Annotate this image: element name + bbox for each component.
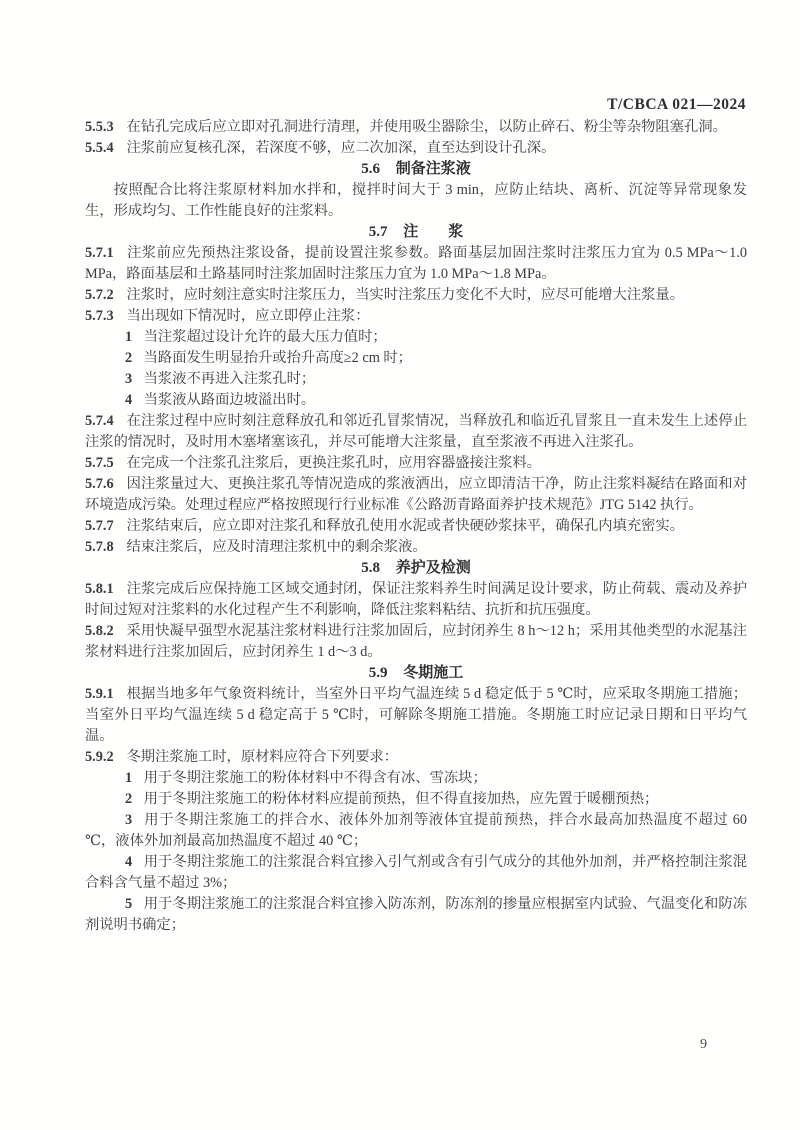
list-item-2 xyxy=(85,348,747,369)
clause-5.9.1 xyxy=(85,684,747,747)
section-title: 注 浆 xyxy=(403,224,464,240)
clause-5.7.8 xyxy=(85,537,747,558)
clause-text: 在完成一个注浆孔注浆后，更换注浆孔时，应用容器盛接注浆料。 xyxy=(126,455,542,471)
clause-5.8.1 xyxy=(85,579,747,621)
clause-number: 5.7.6 xyxy=(85,476,114,492)
item-number: 3 xyxy=(125,812,133,828)
item-text: 当浆液不再进入注浆孔时； xyxy=(143,371,316,387)
list-item-1 xyxy=(85,768,747,789)
clause-5.7.6 xyxy=(85,474,747,516)
list-item-3 xyxy=(85,369,747,390)
clause-5.7.7 xyxy=(85,516,747,537)
section-number: 5.9 xyxy=(368,665,388,681)
item-number: 4 xyxy=(125,392,133,408)
clause-text: 在注浆过程中应时刻注意释放孔和邻近孔冒浆情况，当释放孔和临近孔冒浆且一直未发生上述停止注浆的情况时，及时用木塞堵塞该孔，并尽可能增大注浆量，直至浆液不再进入注浆孔。 xyxy=(85,413,747,450)
clause-5.5.3 xyxy=(85,117,747,138)
list-item-5 xyxy=(85,894,747,936)
list-item-1 xyxy=(85,327,747,348)
clause-5.7.4 xyxy=(85,411,747,453)
document-body xyxy=(85,117,747,936)
clause-text: 根据当地多年气象资料统计，当室外日平均气温连续 5 d 稳定低于 5 ℃时，应采取冬期施工措施；当室外日平均气温连续 5 d 稳定高于 5 ℃时，可解除冬期施工措施。冬期施工时应记录日期和日平均气温。 xyxy=(85,686,747,744)
item-text: 用于冬期注浆施工的粉体材料应提前预热，但不得直接加热，应先置于暖棚预热； xyxy=(143,791,659,807)
item-number: 2 xyxy=(125,791,133,807)
section-number: 5.8 xyxy=(361,560,380,576)
clause-5.8.2 xyxy=(85,621,747,663)
section-title: 养护及检测 xyxy=(395,560,471,576)
clause-number: 5.7.4 xyxy=(85,413,114,429)
clause-number: 5.7.5 xyxy=(85,455,114,471)
clause-text: 注浆前应先预热注浆设备，提前设置注浆参数。路面基层加固注浆时注浆压力宜为 0.5 MPa～1.0 MPa，路面基层和土路基同时注浆加固时注浆压力宜为 1.0 MPa～1.8 MPa。 xyxy=(85,245,747,282)
clause-text: 当出现如下情况时，应立即停止注浆： xyxy=(126,308,370,324)
clause-number: 5.7.3 xyxy=(85,308,114,324)
list-item-4 xyxy=(85,852,747,894)
section-heading-5.6 xyxy=(85,159,747,180)
clause-number: 5.7.7 xyxy=(85,518,114,534)
section-heading-5.7 xyxy=(85,222,747,243)
section-number: 5.6 xyxy=(361,161,380,177)
clause-number: 5.8.1 xyxy=(85,581,114,597)
clause-5.7.5 xyxy=(85,453,747,474)
clause-text: 因注浆量过大、更换注浆孔等情况造成的浆液洒出，应立即清洁干净，防止注浆料凝结在路面和对环境造成污染。处理过程应严格按照现行行业标准《公路沥青路面养护技术规范》JTG 5142 执行。 xyxy=(85,476,747,513)
header-standard-code: T/CBCA 021—2024 xyxy=(607,96,746,113)
item-text: 用于冬期注浆施工的注浆混合料宜掺入防冻剂，防冻剂的掺量应根据室内试验、气温变化和防冻剂说明书确定； xyxy=(85,896,747,933)
item-number: 3 xyxy=(125,371,133,387)
clause-text: 注浆完成后应保持施工区域交通封闭，保证注浆料养生时间满足设计要求，防止荷载、震动及养护时间过短对注浆料的水化过程产生不利影响，降低注浆料粘结、抗折和抗压强度。 xyxy=(85,581,747,618)
item-text: 当注浆超过设计允许的最大压力值时； xyxy=(143,329,387,345)
clause-text: 注浆时，应时刻注意实时注浆压力，当实时注浆压力变化不大时，应尽可能增大注浆量。 xyxy=(126,287,685,303)
clause-text: 注浆前应复核孔深，若深度不够，应二次加深，直至达到设计孔深。 xyxy=(126,140,556,156)
clause-5.7.2 xyxy=(85,285,747,306)
clause-number: 5.7.1 xyxy=(85,245,114,261)
clause-number: 5.9.1 xyxy=(85,686,114,702)
clause-text: 冬期注浆施工时，原材料应符合下列要求： xyxy=(126,749,399,765)
clause-number: 5.9.2 xyxy=(85,749,114,765)
list-item-2 xyxy=(85,789,747,810)
clause-5.7.1 xyxy=(85,243,747,285)
clause-number: 5.5.4 xyxy=(85,140,114,156)
clause-text: 注浆结束后，应立即对注浆孔和释放孔使用水泥或者快硬砂浆抹平，确保孔内填充密实。 xyxy=(126,518,685,534)
item-number: 5 xyxy=(125,896,133,912)
clause-number: 5.7.2 xyxy=(85,287,114,303)
clause-text: 结束注浆后，应及时清理注浆机中的剩余浆液。 xyxy=(126,539,427,555)
list-item-3 xyxy=(85,810,747,852)
clause-5.5.4 xyxy=(85,138,747,159)
item-number: 1 xyxy=(125,329,133,345)
paragraph-mixing xyxy=(85,180,747,222)
clause-number: 5.7.8 xyxy=(85,539,114,555)
page-number: 9 xyxy=(700,1037,707,1052)
item-number: 1 xyxy=(125,770,133,786)
section-heading-5.8 xyxy=(85,558,747,579)
item-text: 当路面发生明显抬升或抬升高度≥2 cm 时； xyxy=(143,350,412,366)
item-text: 当浆液从路面边坡溢出时。 xyxy=(143,392,316,408)
item-text: 用于冬期注浆施工的粉体材料中不得含有冰、雪冻块； xyxy=(143,770,487,786)
section-title: 制备注浆液 xyxy=(395,161,471,177)
section-title: 冬期施工 xyxy=(403,665,464,681)
item-text: 用于冬期注浆施工的注浆混合料宜掺入引气剂或含有引气成分的其他外加剂，并严格控制注浆混合料含气量不超过 3%； xyxy=(85,854,747,891)
section-heading-5.9 xyxy=(85,663,747,684)
section-number: 5.7 xyxy=(368,224,388,240)
list-item-4 xyxy=(85,390,747,411)
clause-number: 5.5.3 xyxy=(85,119,114,135)
item-number: 4 xyxy=(125,854,133,870)
paragraph-text: 按照配合比将注浆原材料加水拌和，搅拌时间大于 3 min，应防止结块、离析、沉淀等异常现象发生，形成均匀、工作性能良好的注浆料。 xyxy=(85,182,747,219)
clause-number: 5.8.2 xyxy=(85,623,114,639)
item-number: 2 xyxy=(125,350,133,366)
clause-text: 采用快凝早强型水泥基注浆材料进行注浆加固后，应封闭养生 8 h～12 h；采用其他类型的水泥基注浆材料进行注浆加固后，应封闭养生 1 d～3 d。 xyxy=(85,623,747,660)
clause-text: 在钻孔完成后应立即对孔洞进行清理，并使用吸尘器除尘，以防止碎石、粉尘等杂物阻塞孔洞。 xyxy=(126,119,727,135)
item-text: 用于冬期注浆施工的拌合水、液体外加剂等液体宜提前预热，拌合水最高加热温度不超过 60 ℃，液体外加剂最高加热温度不超过 40 ℃； xyxy=(85,812,747,849)
clause-5.7.3 xyxy=(85,306,747,327)
clause-5.9.2 xyxy=(85,747,747,768)
